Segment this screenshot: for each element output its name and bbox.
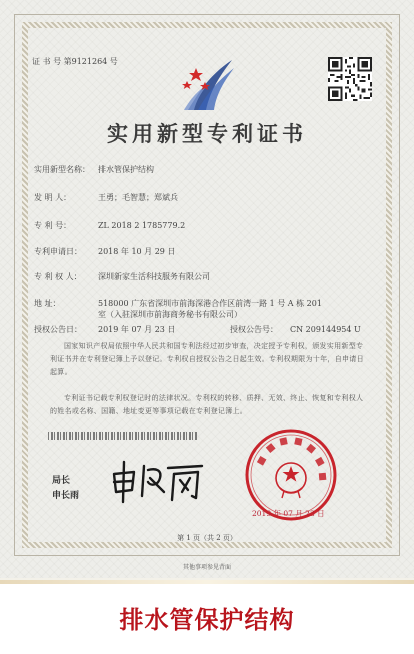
certificate-title: 实用新型专利证书 — [107, 121, 307, 146]
field-grant-number — [230, 324, 361, 335]
field-value: 深圳新家生活科技服务有限公司 — [98, 272, 210, 281]
field-value: 王勇；毛智慧；郑斌兵 — [98, 193, 178, 202]
director-signature — [108, 456, 206, 506]
field-patent-number — [34, 220, 185, 231]
page-note: 其他事项参见背面 — [182, 564, 231, 571]
field-label: 授权公告号： — [230, 325, 278, 334]
director-name: 申长雨 — [52, 491, 80, 501]
caption-banner-text: 排水管保护结构 — [119, 606, 295, 634]
field-value: 2018 年 10 月 29 日 — [98, 247, 176, 256]
certificate-paragraph-2: 专利证书记载专利权登记时的法律状况。专利权的转移、质押、无效、终止、恢复和专利权人的姓名或名称、国籍、地址变更等事项记载在专利登记簿上。 — [50, 394, 364, 415]
seal-date: 2019 年 07 月 23 日 — [252, 509, 325, 518]
field-utility-model-name — [34, 164, 154, 175]
barcode — [48, 432, 198, 440]
field-label: 专利申请日： — [34, 247, 82, 256]
field-label: 专 利 权 人： — [34, 272, 82, 281]
field-address — [34, 298, 322, 320]
field-label: 授权公告日： — [34, 325, 82, 334]
field-filing-date — [34, 246, 175, 257]
field-inventor — [34, 192, 178, 203]
field-label: 发 明 人： — [34, 193, 72, 202]
field-grant-date — [34, 324, 209, 335]
cnipa-emblem-icon — [178, 54, 240, 114]
field-value: 518000 广东省深圳市前海深港合作区前湾一路 1 号 A 栋 201 — [98, 299, 322, 308]
field-value-continued: 室（入驻深圳市前海商务秘书有限公司） — [98, 310, 242, 319]
field-value: CN 209144954 U — [290, 325, 361, 334]
field-value: 2019 年 07 月 23 日 — [98, 325, 176, 334]
field-patentee — [34, 271, 210, 282]
certificate-paragraph-1: 国家知识产权局依照中华人民共和国专利法经过初步审查，决定授予专利权，颁发实用新型专利证书并在专利登记簿上予以登记。专利权自授权公告之日起生效。专利权期限为十年，自申请日起算。 — [50, 342, 364, 376]
certificate-number: 证 书 号 第9121264 号 — [32, 57, 118, 66]
qr-code — [328, 57, 372, 101]
field-label: 实用新型名称： — [34, 165, 90, 174]
field-value: ZL 2018 2 1785779.2 — [98, 221, 186, 230]
page-number: 第 1 页（共 2 页） — [177, 534, 237, 542]
field-label: 专 利 号： — [34, 221, 72, 230]
field-value: 排水管保护结构 — [98, 165, 154, 174]
field-label: 地 址： — [34, 299, 61, 308]
director-label: 局长 — [52, 476, 71, 486]
